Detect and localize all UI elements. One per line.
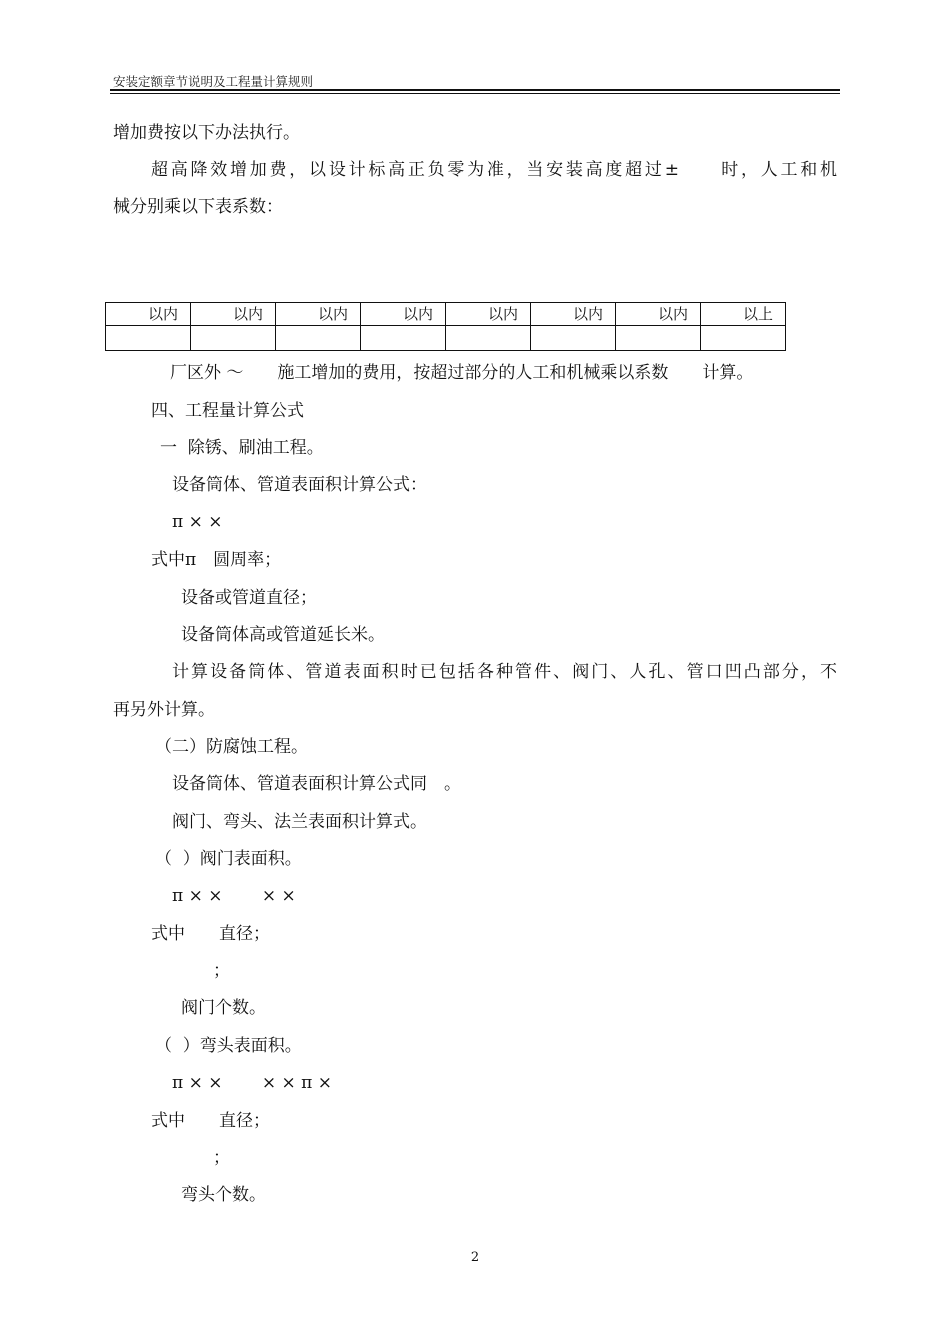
table-cell: 以内 bbox=[276, 303, 361, 326]
header-rule-thin bbox=[110, 93, 840, 94]
table-cell: 以内 bbox=[106, 303, 191, 326]
table-cell bbox=[446, 326, 531, 351]
body-line: 设备或管道直径； bbox=[181, 588, 317, 608]
table-cell bbox=[531, 326, 616, 351]
table-value-row bbox=[106, 326, 786, 351]
body-line: 厂区外 ～ 施工增加的费用，按超过部分的人工和机械乘以系数 计算。 bbox=[170, 363, 754, 383]
body-line: 设备筒体、管道表面积计算公式： bbox=[172, 475, 427, 495]
section-heading: 四、工程量计算公式 bbox=[151, 401, 304, 421]
table-cell bbox=[191, 326, 276, 351]
formula-line: π × × bbox=[172, 512, 223, 532]
body-line: 超高降效增加费，以设计标高正负零为准，当安装高度超过± 时，人工和机 bbox=[151, 160, 837, 180]
body-line: 式中π 圆周率； bbox=[151, 550, 282, 570]
body-line: 再另外计算。 bbox=[113, 700, 215, 720]
subsection-heading: （二）防腐蚀工程。 bbox=[155, 737, 308, 757]
body-line: 计算设备筒体、管道表面积时已包括各种管件、阀门、人孔、管口凹凸部分，不 bbox=[172, 662, 837, 682]
table-cell: 以内 bbox=[616, 303, 701, 326]
table-cell: 以内 bbox=[191, 303, 276, 326]
body-line: 增加费按以下办法执行。 bbox=[113, 123, 300, 143]
body-line: 式中 直径； bbox=[151, 1111, 270, 1131]
body-line: 弯头个数。 bbox=[181, 1185, 266, 1205]
table-cell bbox=[361, 326, 446, 351]
body-line: 械分别乘以下表系数： bbox=[113, 197, 283, 217]
body-line: 设备筒体高或管道延长米。 bbox=[181, 625, 385, 645]
body-line: 阀门、弯头、法兰表面积计算式。 bbox=[172, 812, 427, 832]
running-header: 安装定额章节说明及工程量计算规则 bbox=[113, 74, 314, 89]
body-line: 式中 直径； bbox=[151, 924, 270, 944]
body-line: 阀门个数。 bbox=[181, 998, 266, 1018]
body-line: ； bbox=[213, 1148, 230, 1168]
formula-line: π × × × × bbox=[172, 886, 296, 906]
table-header-row bbox=[106, 303, 786, 326]
table-cell: 以内 bbox=[361, 303, 446, 326]
table-cell bbox=[106, 326, 191, 351]
table-cell: 以上 bbox=[701, 303, 786, 326]
body-line: ； bbox=[213, 961, 230, 981]
table-cell: 以内 bbox=[531, 303, 616, 326]
body-line: （ ）阀门表面积。 bbox=[155, 849, 302, 869]
subsection-heading: 一 除锈、刷油工程。 bbox=[160, 438, 324, 458]
page-number: 2 bbox=[470, 1250, 480, 1265]
body-line: 设备筒体、管道表面积计算公式同 。 bbox=[172, 774, 461, 794]
table-cell: 以内 bbox=[446, 303, 531, 326]
table-cell bbox=[276, 326, 361, 351]
header-rule-thick bbox=[110, 89, 840, 91]
formula-line: π × × × × π × bbox=[172, 1073, 332, 1093]
table-cell bbox=[616, 326, 701, 351]
coefficient-table bbox=[105, 302, 786, 351]
table-cell bbox=[701, 326, 786, 351]
body-line: （ ）弯头表面积。 bbox=[155, 1036, 302, 1056]
